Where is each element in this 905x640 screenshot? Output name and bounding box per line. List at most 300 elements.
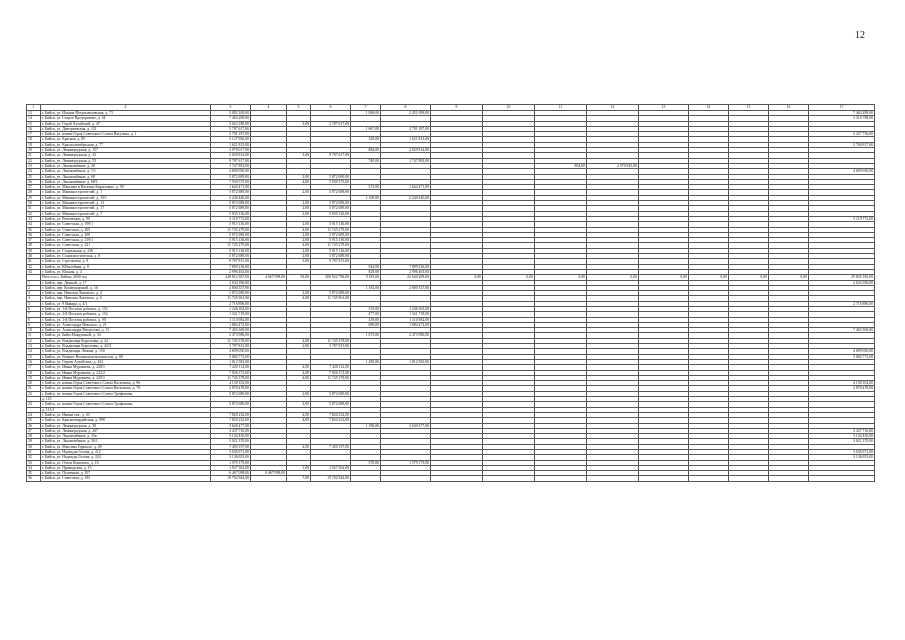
- table-cell: г. Бийск, ул. имени Героя Советского Союза Васильева, д. 96: [41, 381, 211, 386]
- table-cell: 4,00: [287, 412, 311, 417]
- table-cell: г. Бийск, ул. Льнокомбинат, д. 36/1: [41, 439, 211, 444]
- table-cell: 15: [27, 121, 41, 126]
- table-cell: 372,00: [351, 185, 381, 190]
- table-cell: г. Бийск, ул. Владимира Ленина, д. 150: [41, 349, 211, 354]
- table-cell: 11 745 279,00: [211, 243, 251, 248]
- table-cell: 5 787 617,00: [211, 126, 251, 131]
- table-cell: г. Бийск, ул. Машиностроителей, д. 17: [41, 206, 211, 211]
- table-cell: 5 872 689,00: [211, 402, 251, 407]
- table-cell: 23: [27, 163, 41, 168]
- table-cell: 5 872 689,00: [311, 190, 351, 195]
- table-cell: 0,00: [431, 275, 483, 280]
- table-cell: 5 787 815,00: [211, 344, 251, 349]
- table-cell: [351, 476, 381, 481]
- table-cell: г. Бийск, ул. Ивана Муравьева, д. 220/1: [41, 375, 211, 380]
- table-cell: 2 996 463,00: [381, 269, 431, 274]
- table-cell: 3 082 100,00: [211, 111, 251, 116]
- table-cell: 18: [27, 137, 41, 142]
- table-cell: 34: [27, 222, 41, 227]
- table-cell: 1 285,00: [351, 359, 381, 364]
- table-cell: 2 029 814,00: [381, 148, 431, 153]
- table-cell: 5 872 689,00: [211, 254, 251, 259]
- table-cell: [689, 476, 729, 481]
- table-cell: 24: [27, 412, 41, 417]
- table-cell: г. Бийск, ул. имени Героя Советского Союза Васильева, д. 78: [41, 386, 211, 391]
- table-cell: 2,00: [287, 190, 311, 195]
- table-cell: 5 915 136,00: [211, 238, 251, 243]
- table-cell: [251, 476, 287, 481]
- table-cell: 5 872 689,00: [311, 402, 351, 407]
- table-cell: Итого по г. Бийску 2030 год: [41, 275, 211, 280]
- column-header: 3: [211, 105, 251, 111]
- table-cell: 1 812 582,00: [211, 359, 251, 364]
- table-cell: 2 070 017,00: [211, 148, 251, 153]
- table-cell: 18: [27, 370, 41, 375]
- table-cell: г. Бийск, ул. Максима Горького, д. 49: [41, 444, 211, 449]
- table-cell: 7 899 236,00: [211, 264, 251, 269]
- table-cell: 439,00: [351, 317, 381, 322]
- column-header: 2: [41, 105, 211, 111]
- table-cell: 2: [27, 285, 41, 290]
- table-cell: г. Бийск, ул. Машиностроителей, д. 12: [41, 201, 211, 206]
- table-cell: 1 747 892,00: [211, 163, 251, 168]
- table-cell: 4 699 050,00: [809, 169, 875, 174]
- table-cell: 4 699 050,00: [809, 349, 875, 354]
- table-cell: 4: [27, 296, 41, 301]
- table-cell: 14: [27, 116, 41, 121]
- table-cell: 3,00: [287, 259, 311, 264]
- table-row: [27, 476, 875, 481]
- table-cell: г. Бийск, ул. Машиностроителей, д. 10/1: [41, 195, 211, 200]
- table-cell: 5: [27, 301, 41, 306]
- table-cell: 14: [27, 349, 41, 354]
- table-cell: 3 127 956,00: [211, 137, 251, 142]
- table-cell: 0,00: [769, 275, 809, 280]
- table-cell: г. Бийск, ул. Александра Матросова, д. 15: [41, 328, 211, 333]
- table-cell: 3 021 370,00: [211, 439, 251, 444]
- table-cell: 4 699 050,00: [211, 169, 251, 174]
- table-cell: 10: [27, 328, 41, 333]
- column-header: 11: [535, 105, 587, 111]
- table-cell: 3 036 971,00: [211, 450, 251, 455]
- table-cell: [729, 476, 769, 481]
- table-cell: 3 136 653,00: [809, 455, 875, 460]
- table-cell: 5 935 136,00: [311, 211, 351, 216]
- table-cell: г. Бийск, ул. Герой Алтайский, д. 47: [41, 121, 211, 126]
- table-cell: 2 970 943,00: [587, 163, 639, 168]
- table-cell: 3 437 716,00: [809, 428, 875, 433]
- table-cell: 17: [27, 365, 41, 370]
- table-cell: г. Бийск, ул. Пушечная, д. 107: [41, 471, 211, 476]
- table-cell: 5 915 136,00: [311, 222, 351, 227]
- table-cell: 7 420 112,00: [311, 365, 351, 370]
- table-cell: 2 249 440,00: [211, 195, 251, 200]
- table-cell: 5 787 815,00: [311, 344, 351, 349]
- table-cell: 9 787 815,00: [311, 259, 351, 264]
- table-cell: г. Бийск, ул. 1-й Поселок рабочих, д. 90: [41, 317, 211, 322]
- table-cell: 5 872 689,00: [211, 391, 251, 396]
- table-cell: г. Бийск, ул. Машиностроителей, д. 7: [41, 211, 211, 216]
- table-cell: 740,00: [351, 158, 381, 163]
- table-cell: 1 667,00: [351, 126, 381, 131]
- table-cell: 5 872 690,00: [311, 391, 351, 396]
- page-number: 12: [855, 30, 865, 41]
- table-cell: 1 621 813,00: [211, 142, 251, 147]
- table-cell: г. Бийск, ул. Советская, д. 219/1: [41, 238, 211, 243]
- table-cell: г. Бийск, ул. Героев Алтайских, д. 432: [41, 359, 211, 364]
- table-cell: г. Бийск, ул. Юбилейная, д. 8: [41, 264, 211, 269]
- table-cell: г. Бийск, ул. Надежды Голова, д. 212: [41, 450, 211, 455]
- table-cell: г. Бийск, ул. Старое Предприятие, д. 34: [41, 116, 211, 121]
- table-cell: д. 113: [41, 397, 211, 402]
- table-cell: [381, 476, 431, 481]
- table-cell: 33: [27, 460, 41, 465]
- table-cell: 7 463 289,00: [809, 111, 875, 116]
- table-cell: г. Бийск, ул. Революции, д. 99: [41, 216, 211, 221]
- table-cell: 9: [27, 322, 41, 327]
- table-cell: 7 450 197,00: [211, 444, 251, 449]
- table-cell: 25: [27, 418, 41, 423]
- column-header: 4: [251, 105, 287, 111]
- table-cell: 31: [27, 206, 41, 211]
- table-cell: 25: [27, 174, 41, 179]
- table-cell: г. Бийск, ул. Ленинградская, д. 38: [41, 423, 211, 428]
- table-cell: 5 872 689,00: [211, 174, 251, 179]
- table-cell: 2 701 187,00: [211, 132, 251, 137]
- table-cell: 11 745 961,00: [311, 296, 351, 301]
- column-header: 7: [351, 105, 381, 111]
- column-header: 13: [639, 105, 689, 111]
- table-cell: 32: [27, 455, 41, 460]
- table-cell: 570,00: [351, 460, 381, 465]
- table-cell: 5 872 689,00: [311, 254, 351, 259]
- table-cell: 11 745 279,00: [211, 227, 251, 232]
- table-cell: 15: [27, 354, 41, 359]
- table-cell: 3 021 370,00: [809, 439, 875, 444]
- table-cell: г. Бийск, ул. имени Героя Советского Союза Трофимова,: [41, 402, 211, 407]
- table-cell: 5 872 689,00: [311, 206, 351, 211]
- table-cell: 2,00: [287, 206, 311, 211]
- table-cell: 11 745 961,00: [211, 296, 251, 301]
- table-cell: г. Бийск, ул. Владимира Короленко, д. 24: [41, 338, 211, 343]
- table-cell: г. Бийск, ул. Машиностроителей, д. 1: [41, 190, 211, 195]
- table-cell: 42: [27, 264, 41, 269]
- table-cell: 34: [27, 465, 41, 470]
- table-cell: 11 745 279,00: [311, 227, 351, 232]
- table-cell: 9 787 617,00: [311, 153, 351, 158]
- table-cell: 3 316 798,00: [809, 116, 875, 121]
- table-cell: 804,00: [535, 163, 587, 168]
- table-cell: 5 872 690,00: [311, 174, 351, 179]
- table-cell: 2 634 396,00: [211, 280, 251, 285]
- table-cell: 24: [27, 169, 41, 174]
- table-cell: 36: [27, 232, 41, 237]
- table-cell: г. Бийск, ул. Ленинградская, д. 53: [41, 158, 211, 163]
- table-cell: 5 872 689,00: [211, 206, 251, 211]
- table-cell: 2 878 478,00: [211, 386, 251, 391]
- table-cell: 23: [27, 402, 41, 407]
- table-cell: [431, 476, 483, 481]
- table-cell: 7 926 372,00: [211, 370, 251, 375]
- table-cell: 7 926 372,00: [311, 370, 351, 375]
- table-cell: 4,00: [287, 375, 311, 380]
- table-cell: 35: [27, 471, 41, 476]
- table-cell: 2,00: [287, 201, 311, 206]
- table-cell: 1 186,00: [351, 423, 381, 428]
- table-cell: 11 745 378,00: [211, 375, 251, 380]
- table-cell: 5 915 136,00: [311, 238, 351, 243]
- table-cell: 11 745 279,00: [311, 243, 351, 248]
- table-cell: 2 634 396,00: [809, 280, 875, 285]
- table-cell: 5 872 689,00: [211, 190, 251, 195]
- table-cell: 1 927 562,00: [211, 465, 251, 470]
- table-cell: г. Бийск, ул. Владимира Короленко, д. 42/3: [41, 344, 211, 349]
- table-cell: [769, 476, 809, 481]
- table-cell: 3,00: [287, 121, 311, 126]
- table-cell: 20: [27, 148, 41, 153]
- table-cell: 0,00: [689, 275, 729, 280]
- table-cell: г. Бийск, ул. 9 Января, д. 4/1: [41, 301, 211, 306]
- table-cell: 944,00: [351, 264, 381, 269]
- table-cell: 829,00: [351, 269, 381, 274]
- table-cell: 11 745 378,00: [311, 338, 351, 343]
- table-cell: 4 667 098,00: [251, 275, 287, 280]
- table-cell: 3 640 477,00: [211, 423, 251, 428]
- table-cell: 1 182,00: [351, 285, 381, 290]
- table-cell: 200 922 796,00: [311, 275, 351, 280]
- table-cell: 9 183,00: [351, 275, 381, 280]
- table-cell: 28: [27, 190, 41, 195]
- table-cell: г. Бийск, ул. Бийи Мокрушной, д. 34: [41, 333, 211, 338]
- table-cell: 33: [27, 216, 41, 221]
- table-cell: г. Бийск, ул. Приморская, д. 15: [41, 465, 211, 470]
- table-cell: 2,00: [287, 174, 311, 179]
- table-cell: 40: [27, 254, 41, 259]
- table-cell: 1 621 813,00: [381, 137, 431, 142]
- table-cell: 21: [27, 153, 41, 158]
- table-cell: г. Бийск, ул. Красная, д. 85: [41, 137, 211, 142]
- table-cell: 29 845 182,00: [809, 275, 875, 280]
- table-cell: 2 787 617,00: [311, 121, 351, 126]
- table-cell: 2,00: [287, 211, 311, 216]
- table-cell: 3 437 716,00: [211, 428, 251, 433]
- table-cell: г. Бийск, ул. Льнокомбинат, д. 68/1: [41, 179, 211, 184]
- table-cell: 19: [27, 142, 41, 147]
- table-cell: 7 403 369,00: [211, 328, 251, 333]
- table-cell: 4,00: [287, 370, 311, 375]
- table-cell: г. Бийск, ул. Ленинградская, д. 157: [41, 148, 211, 153]
- table-cell: 4,00: [287, 179, 311, 184]
- table-cell: 2 800 337,00: [211, 285, 251, 290]
- table-cell: 4,00: [287, 444, 311, 449]
- table-cell: г. Бийск, пер. Николая Липового, д. 6: [41, 296, 211, 301]
- table-cell: 3 136 653,00: [211, 455, 251, 460]
- table-cell: 13: [27, 344, 41, 349]
- table-cell: [639, 476, 689, 481]
- table-cell: 2,00: [287, 402, 311, 407]
- table-cell: 1,00: [287, 465, 311, 470]
- column-header: 9: [431, 105, 483, 111]
- table-cell: 1 579 179,00: [381, 460, 431, 465]
- column-header: 1: [27, 105, 41, 111]
- table-cell: 2 451 099,00: [381, 111, 431, 116]
- table-cell: 4 699 050,00: [211, 349, 251, 354]
- table-cell: 3 082 772,00: [809, 354, 875, 359]
- table-cell: 35: [27, 227, 41, 232]
- table-cell: 11: [27, 333, 41, 338]
- column-header: 16: [769, 105, 809, 111]
- table-cell: 7 420 112,00: [211, 365, 251, 370]
- table-cell: 28: [27, 434, 41, 439]
- table-cell: 29: [27, 195, 41, 200]
- table-cell: 5 915 136,00: [211, 222, 251, 227]
- table-cell: г. Бийск, ул. Ивана Муравьева, д. 222/2: [41, 370, 211, 375]
- table-cell: г. Бийск, ул. имени Героя Советского Союза Ватутина, д. 1: [41, 132, 211, 137]
- table-cell: 5 872 689,00: [311, 291, 351, 296]
- table-cell: г. Бийск, пер. Николая Липового, д. 4: [41, 291, 211, 296]
- table-cell: 2 029 814,00: [211, 153, 251, 158]
- table-cell: 29: [27, 439, 41, 444]
- table-cell: 26: [27, 179, 41, 184]
- table-cell: 2 701 187,00: [381, 126, 431, 131]
- table-cell: 4,00: [287, 365, 311, 370]
- table-cell: 5 915 136,00: [311, 248, 351, 253]
- table-cell: 3: [27, 291, 41, 296]
- table-cell: г. Бийск, ул. Ильича-Петропавловская, д. 73: [41, 111, 211, 116]
- table-cell: 3 327 756,00: [809, 132, 875, 137]
- table-cell: 22: [27, 391, 41, 396]
- table-cell: г. Бийск, ул. Дмитриевская, д. 121: [41, 126, 211, 131]
- table-cell: 1 110 982,00: [381, 317, 431, 322]
- table-cell: 2 473 986,00: [211, 333, 251, 338]
- table-cell: 1 110 982,00: [211, 317, 251, 322]
- table-cell: 3 082 772,00: [211, 354, 251, 359]
- table-cell: 11 745 378,00: [311, 375, 351, 380]
- table-cell: г. Бийск, ул. Ленинградская, д. 267: [41, 428, 211, 433]
- table-cell: 2,00: [287, 291, 311, 296]
- table-cell: 3 640 477,00: [381, 423, 431, 428]
- table-cell: 0,00: [483, 275, 535, 280]
- table-cell: 4,00: [287, 418, 311, 423]
- table-cell: 27: [27, 428, 41, 433]
- column-header: 15: [729, 105, 769, 111]
- table-cell: г. Бийск, ул. Краснооктябрьская, д. 77: [41, 142, 211, 147]
- table-cell: г. Бийск, ул. Советская, д. 209: [41, 232, 211, 237]
- table-cell: 7 403 369,00: [809, 328, 875, 333]
- table-cell: 5 872 689,00: [311, 201, 351, 206]
- table-cell: 19 702 944,00: [211, 476, 251, 481]
- table-cell: 7 820 232,00: [311, 412, 351, 417]
- table-cell: г. Бийск, ул. Льнокомбинат, д. 1/1: [41, 169, 211, 174]
- table-cell: 4,00: [287, 243, 311, 248]
- table-cell: 22 640 209,00: [381, 275, 431, 280]
- table-cell: 2 800 337,00: [381, 285, 431, 290]
- table-cell: 36: [27, 476, 41, 481]
- table-cell: 7 820 232,00: [211, 418, 251, 423]
- table-cell: 5 872 689,00: [211, 291, 251, 296]
- table-cell: 6: [27, 306, 41, 311]
- table-cell: г. Бийск, ул. Военно-Вычинская-колонистов, д. 88: [41, 354, 211, 359]
- table-cell: 1 321 718,00: [211, 312, 251, 317]
- table-cell: 3 134 450,00: [211, 434, 251, 439]
- table-cell: г. Бийск, ул. Ленинградская, д. 43: [41, 153, 211, 158]
- table-cell: 1 673,00: [351, 333, 381, 338]
- table-cell: г. Бийск, ул. Красногвардейская, д. 998: [41, 418, 211, 423]
- table-cell: 249 812 387,00: [211, 275, 251, 280]
- table-cell: 7 820 232,00: [211, 412, 251, 417]
- table-cell: 4,00: [287, 296, 311, 301]
- table-cell: 1 246 363,00: [381, 306, 431, 311]
- column-header: 17: [809, 105, 875, 111]
- table-cell: 7 899 236,00: [381, 264, 431, 269]
- table-cell: 22: [27, 158, 41, 163]
- table-cell: 17: [27, 132, 41, 137]
- table-cell: 3 134 450,00: [809, 434, 875, 439]
- table-cell: 2 249 440,00: [381, 195, 431, 200]
- table-cell: 30: [27, 201, 41, 206]
- table-cell: 2,00: [287, 391, 311, 396]
- table-cell: 1 884 472,00: [381, 322, 431, 327]
- table-cell: д. 113/1: [41, 407, 211, 412]
- table-cell: 7 450 197,00: [311, 444, 351, 449]
- table-cell: г. Бийск, ул. Льнокомбинат, д. 35в: [41, 434, 211, 439]
- table-cell: 2,00: [287, 344, 311, 349]
- table-cell: 20: [27, 381, 41, 386]
- table-cell: 2,00: [287, 222, 311, 227]
- table-cell: 27: [27, 185, 41, 190]
- table-cell: 2 878 478,00: [809, 386, 875, 391]
- table-cell: 32: [27, 211, 41, 216]
- column-header: 14: [689, 105, 729, 111]
- table-cell: 37: [27, 238, 41, 243]
- table-cell: 2 760 817,00: [809, 142, 875, 147]
- table-cell: 1 747 892,00: [381, 158, 431, 163]
- table-cell: 5 872 689,00: [211, 201, 251, 206]
- table-cell: 0,00: [587, 275, 639, 280]
- table-cell: 1 321 718,00: [381, 312, 431, 317]
- table-cell: г. Бийск, ул. Советская, д. 185: [41, 476, 211, 481]
- table-cell: 2 716 896,00: [809, 301, 875, 306]
- table-cell: [483, 476, 535, 481]
- table-cell: 5 872 689,00: [311, 232, 351, 237]
- table-cell: г. Бийск, ул. Советская, д. 221: [41, 243, 211, 248]
- table-cell: 7: [27, 312, 41, 317]
- table-cell: 6 467 098,00: [251, 471, 287, 476]
- table-cell: 7 820 232,00: [311, 418, 351, 423]
- table-cell: 5 872 689,00: [211, 232, 251, 237]
- table-cell: 1 644 471,00: [211, 185, 251, 190]
- table-cell: 0,00: [535, 275, 587, 280]
- table-cell: [809, 476, 875, 481]
- column-header: 8: [381, 105, 431, 111]
- table-cell: 3,00: [287, 153, 311, 158]
- column-header: 6: [311, 105, 351, 111]
- table-cell: 5 935 136,00: [211, 211, 251, 216]
- table-cell: г. Бийск, ул. Имени ген., д. 63: [41, 412, 211, 417]
- table-cell: 2 473 986,00: [381, 333, 431, 338]
- table-cell: 8: [27, 317, 41, 322]
- table-cell: 11 745 378,00: [211, 338, 251, 343]
- table-cell: г. Бийск, ул. Советская, д. 199/1: [41, 222, 211, 227]
- table-cell: [535, 476, 587, 481]
- table-cell: 689,00: [351, 322, 381, 327]
- column-header: 5: [287, 105, 311, 111]
- table-cell: г. Бийск, ул. Стрелковая, д. 8: [41, 259, 211, 264]
- table-cell: 4 130 102,00: [809, 381, 875, 386]
- table-cell: 320,00: [351, 137, 381, 142]
- table-cell: 38: [27, 243, 41, 248]
- table-cell: 2,00: [287, 248, 311, 253]
